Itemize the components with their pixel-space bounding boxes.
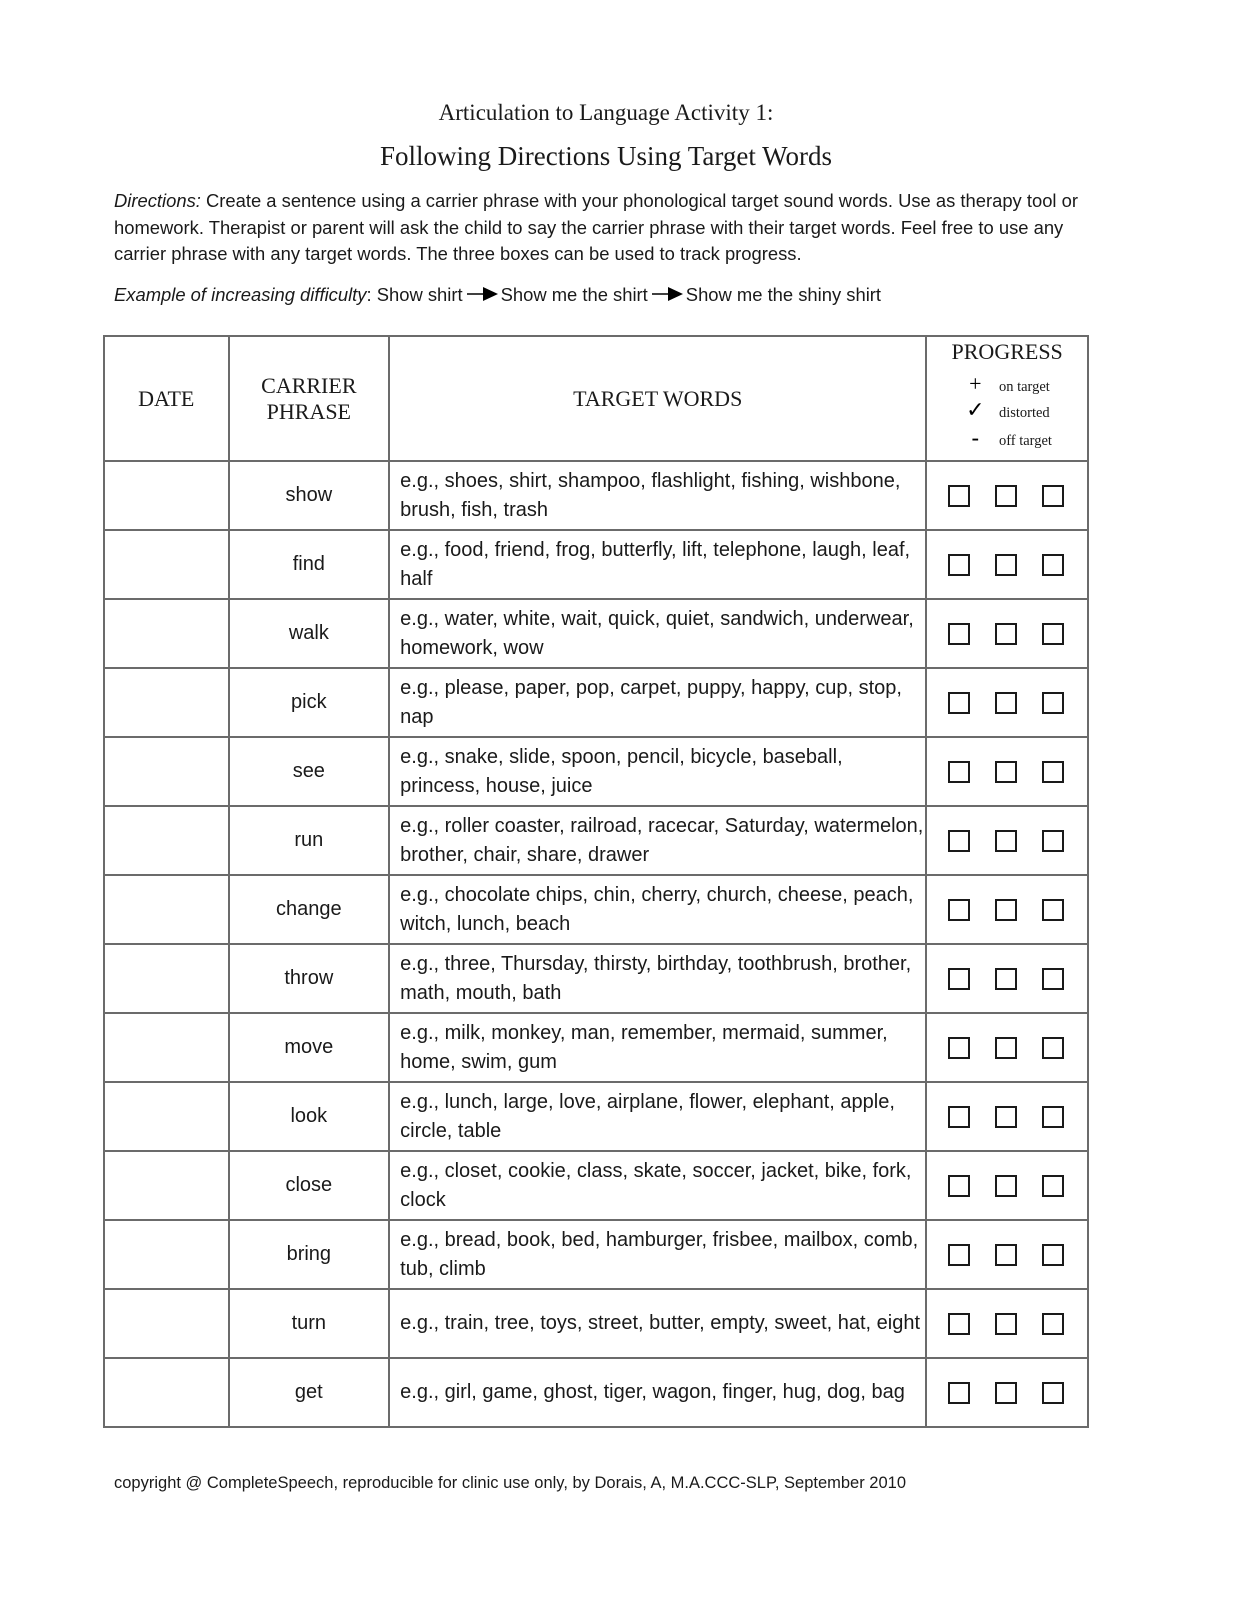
directions-text: Create a sentence using a carrier phrase with your phonological target sound words. Use as therapy tool or homework. Therapist or parent will ask the child to say the carrier phrase with their target words. Feel free to use any carrier phrase with any target words. The three boxes can be used to track progress.: [114, 190, 1078, 264]
progress-checkbox[interactable]: [1042, 1313, 1064, 1335]
date-cell[interactable]: [104, 1151, 229, 1220]
progress-title: PROGRESS: [951, 339, 1063, 364]
progress-cell: [926, 668, 1088, 737]
table-row: [104, 1289, 1088, 1358]
table-row: [104, 530, 1088, 599]
target-words-cell: e.g., snake, slide, spoon, pencil, bicycle, baseball, princess, house, juice: [389, 737, 926, 806]
progress-checkbox[interactable]: [948, 968, 970, 990]
table-row: [104, 737, 1088, 806]
progress-checkbox[interactable]: [948, 485, 970, 507]
progress-checkbox[interactable]: [948, 1382, 970, 1404]
progress-checkbox[interactable]: [1042, 623, 1064, 645]
progress-checkbox[interactable]: [995, 1382, 1017, 1404]
carrier-phrase-cell: get: [229, 1358, 390, 1427]
progress-checkbox[interactable]: [995, 899, 1017, 921]
progress-cell: [926, 806, 1088, 875]
progress-checkbox[interactable]: [995, 830, 1017, 852]
progress-checkbox[interactable]: [1042, 830, 1064, 852]
progress-boxes: [927, 1382, 1087, 1404]
worksheet-table: [103, 335, 1089, 1428]
example-step-1: Show shirt: [376, 284, 463, 305]
progress-cell: [926, 1151, 1088, 1220]
target-words-cell: e.g., three, Thursday, thirsty, birthday, toothbrush, brother, math, mouth, bath: [389, 944, 926, 1013]
progress-checkbox[interactable]: [995, 1175, 1017, 1197]
right-arrow-icon: [652, 283, 684, 309]
carrier-phrase-cell: pick: [229, 668, 390, 737]
table-row: [104, 944, 1088, 1013]
progress-checkbox[interactable]: [995, 692, 1017, 714]
progress-boxes: [927, 692, 1087, 714]
table-row: [104, 1220, 1088, 1289]
table-row: [104, 1151, 1088, 1220]
example-line: [114, 282, 1104, 309]
progress-checkbox[interactable]: [948, 1175, 970, 1197]
progress-cell: [926, 875, 1088, 944]
progress-checkbox[interactable]: [1042, 1106, 1064, 1128]
progress-boxes: [927, 968, 1087, 990]
progress-checkbox[interactable]: [995, 761, 1017, 783]
progress-checkbox[interactable]: [995, 485, 1017, 507]
progress-checkbox[interactable]: [1042, 899, 1064, 921]
progress-cell: [926, 599, 1088, 668]
progress-boxes: [927, 1106, 1087, 1128]
target-words-cell: e.g., milk, monkey, man, remember, mermaid, summer, home, swim, gum: [389, 1013, 926, 1082]
progress-cell: [926, 1082, 1088, 1151]
target-words-cell: e.g., closet, cookie, class, skate, soccer, jacket, bike, fork, clock: [389, 1151, 926, 1220]
table-row: [104, 806, 1088, 875]
progress-checkbox[interactable]: [995, 554, 1017, 576]
date-cell[interactable]: [104, 806, 229, 875]
progress-boxes: [927, 623, 1087, 645]
progress-checkbox[interactable]: [995, 968, 1017, 990]
target-words-cell: e.g., water, white, wait, quick, quiet, sandwich, underwear, homework, wow: [389, 599, 926, 668]
target-words-cell: e.g., lunch, large, love, airplane, flower, elephant, apple, circle, table: [389, 1082, 926, 1151]
progress-boxes: [927, 485, 1087, 507]
progress-cell: [926, 1289, 1088, 1358]
date-cell[interactable]: [104, 1013, 229, 1082]
progress-checkbox[interactable]: [1042, 1244, 1064, 1266]
target-words-cell: e.g., roller coaster, railroad, racecar, Saturday, watermelon, brother, chair, share, drawer: [389, 806, 926, 875]
progress-checkbox[interactable]: [948, 1244, 970, 1266]
carrier-header-line-2: PHRASE: [266, 398, 351, 424]
date-cell[interactable]: [104, 1289, 229, 1358]
carrier-phrase-cell: show: [229, 461, 390, 530]
target-words-cell: e.g., girl, game, ghost, tiger, wagon, finger, hug, dog, bag: [389, 1358, 926, 1427]
checkmark-icon: ✓: [966, 397, 985, 422]
progress-checkbox[interactable]: [1042, 1037, 1064, 1059]
target-words-cell: e.g., shoes, shirt, shampoo, flashlight, fishing, wishbone, brush, fish, trash: [389, 461, 926, 530]
progress-cell: [926, 461, 1088, 530]
carrier-phrase-cell: find: [229, 530, 390, 599]
date-cell[interactable]: [104, 461, 229, 530]
progress-checkbox[interactable]: [948, 1313, 970, 1335]
example-label: Example of increasing difficulty: [114, 284, 367, 305]
progress-boxes: [927, 1037, 1087, 1059]
table-row: [104, 668, 1088, 737]
carrier-phrase-cell: turn: [229, 1289, 390, 1358]
carrier-phrase-cell: throw: [229, 944, 390, 1013]
progress-cell: [926, 737, 1088, 806]
date-cell[interactable]: [104, 875, 229, 944]
right-arrow-icon: [467, 283, 499, 309]
target-words-cell: e.g., chocolate chips, chin, cherry, church, cheese, peach, witch, lunch, beach: [389, 875, 926, 944]
progress-cell: [926, 944, 1088, 1013]
directions-paragraph: [114, 188, 1104, 268]
carrier-phrase-cell: look: [229, 1082, 390, 1151]
progress-boxes: [927, 830, 1087, 852]
progress-cell: [926, 530, 1088, 599]
column-header-date: DATE: [104, 336, 229, 461]
progress-checkbox[interactable]: [948, 1106, 970, 1128]
example-step-3: Show me the shiny shirt: [685, 284, 882, 305]
copyright-footer: copyright @ CompleteSpeech, reproducible for clinic use only, by Dorais, A, M.A.CCC-SLP, September 2010: [114, 1474, 907, 1492]
progress-boxes: [927, 761, 1087, 783]
carrier-phrase-cell: see: [229, 737, 390, 806]
legend-label: off target: [998, 433, 1052, 449]
progress-boxes: [927, 1313, 1087, 1335]
date-cell[interactable]: [104, 737, 229, 806]
legend-label: distorted: [998, 405, 1050, 421]
date-cell[interactable]: [104, 599, 229, 668]
column-header-target-words: TARGET WORDS: [389, 336, 926, 461]
progress-checkbox[interactable]: [948, 623, 970, 645]
date-cell[interactable]: [104, 1220, 229, 1289]
progress-checkbox[interactable]: [995, 623, 1017, 645]
progress-checkbox[interactable]: [948, 692, 970, 714]
progress-boxes: [927, 899, 1087, 921]
date-cell[interactable]: [104, 668, 229, 737]
progress-checkbox[interactable]: [948, 830, 970, 852]
progress-checkbox[interactable]: [1042, 554, 1064, 576]
target-words-cell: e.g., please, paper, pop, carpet, puppy, happy, cup, stop, nap: [389, 668, 926, 737]
target-words-cell: e.g., train, tree, toys, street, butter, empty, sweet, hat, eight: [389, 1289, 926, 1358]
progress-checkbox[interactable]: [995, 1244, 1017, 1266]
date-cell[interactable]: [104, 1082, 229, 1151]
table-row: [104, 1013, 1088, 1082]
target-words-cell: e.g., food, friend, frog, butterfly, lift, telephone, laugh, leaf, half: [389, 530, 926, 599]
progress-boxes: [927, 1175, 1087, 1197]
progress-checkbox[interactable]: [1042, 1175, 1064, 1197]
carrier-phrase-cell: change: [229, 875, 390, 944]
minus-icon: -: [971, 425, 979, 450]
carrier-phrase-cell: run: [229, 806, 390, 875]
example-colon: :: [366, 284, 372, 305]
example-step-2: Show me the shirt: [500, 284, 648, 305]
legend-off-target: [955, 425, 1052, 454]
carrier-phrase-cell: bring: [229, 1220, 390, 1289]
progress-checkbox[interactable]: [995, 1106, 1017, 1128]
progress-checkbox[interactable]: [1042, 761, 1064, 783]
progress-cell: [926, 1013, 1088, 1082]
progress-checkbox[interactable]: [1042, 968, 1064, 990]
table-row: [104, 599, 1088, 668]
progress-checkbox[interactable]: [948, 554, 970, 576]
progress-checkbox[interactable]: [995, 1037, 1017, 1059]
progress-checkbox[interactable]: [1042, 692, 1064, 714]
progress-boxes: [927, 554, 1087, 576]
table-row: [104, 1082, 1088, 1151]
plus-icon: +: [969, 371, 982, 396]
progress-cell: [926, 1220, 1088, 1289]
carrier-header-line-1: CARRIER: [261, 372, 357, 398]
progress-checkbox[interactable]: [948, 899, 970, 921]
column-header-progress: [926, 336, 1088, 461]
table-row: [104, 875, 1088, 944]
table-row: [104, 461, 1088, 530]
progress-checkbox[interactable]: [995, 1313, 1017, 1335]
progress-checkbox[interactable]: [1042, 1382, 1064, 1404]
progress-boxes: [927, 1244, 1087, 1266]
legend-label: on target: [998, 379, 1050, 395]
carrier-phrase-cell: move: [229, 1013, 390, 1082]
progress-checkbox[interactable]: [1042, 485, 1064, 507]
table-row: [104, 1358, 1088, 1427]
column-header-carrier-phrase: [229, 336, 390, 461]
progress-checkbox[interactable]: [948, 761, 970, 783]
page-title: Following Directions Using Target Words: [380, 141, 832, 171]
carrier-phrase-cell: close: [229, 1151, 390, 1220]
target-words-cell: e.g., bread, book, bed, hamburger, frisbee, mailbox, comb, tub, climb: [389, 1220, 926, 1289]
carrier-phrase-cell: walk: [229, 599, 390, 668]
date-cell[interactable]: [104, 530, 229, 599]
progress-cell: [926, 1358, 1088, 1427]
legend-distorted: [955, 397, 1049, 426]
date-cell[interactable]: [104, 944, 229, 1013]
title-line-1: Articulation to Language Activity 1:: [438, 100, 774, 125]
directions-label: Directions:: [114, 190, 201, 211]
date-cell[interactable]: [104, 1358, 229, 1427]
progress-checkbox[interactable]: [948, 1037, 970, 1059]
table-header-row: [104, 336, 1088, 461]
legend-on-target: [955, 371, 1050, 400]
